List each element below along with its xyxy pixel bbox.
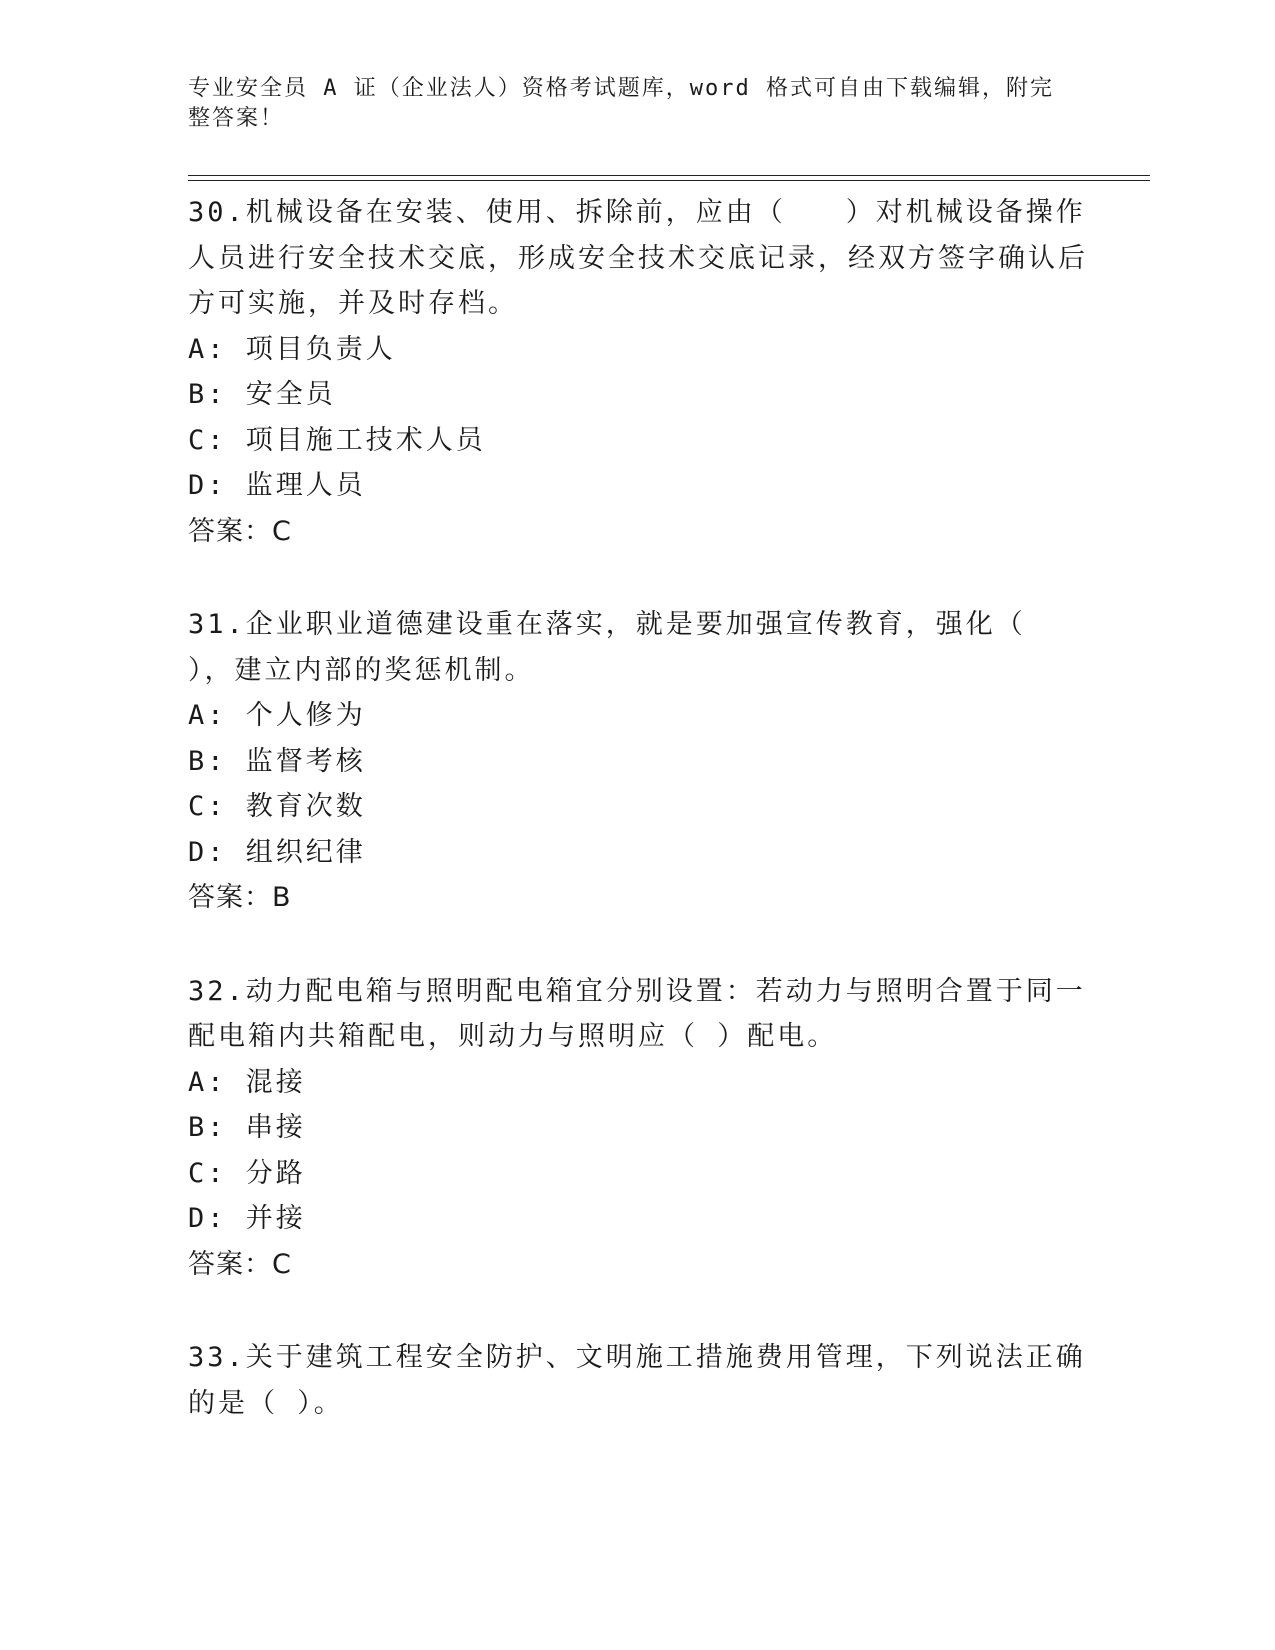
question-33 (188, 1335, 1088, 1426)
option-a: A: 混接 (188, 1066, 306, 1098)
header-divider-bottom (188, 180, 1150, 181)
question-stem: 32.动力配电箱与照明配电箱宜分别设置：若动力与照明合置于同一配电箱内共箱配电，则动力与照明应（ ）配电。 (188, 975, 1086, 1052)
option-d: D: 组织纪律 (188, 836, 366, 868)
option-b: B: 监督考核 (188, 745, 366, 777)
question-list (188, 190, 1088, 1474)
option-a: A: 个人修为 (188, 700, 366, 731)
option-b: B: 串接 (188, 1112, 306, 1143)
question-32 (188, 969, 1088, 1288)
question-30 (188, 190, 1088, 554)
question-stem: 31.企业职业道德建设重在落实，就是要加强宣传教育，强化（ ），建立内部的奖惩机制。 (188, 609, 1026, 686)
answer-line: 答案：B (188, 882, 292, 913)
option-c: C: 教育次数 (188, 791, 366, 822)
question-stem: 33.关于建筑工程安全防护、文明施工措施费用管理，下列说法正确的是（ ）。 (188, 1342, 1086, 1419)
answer-line: 答案：C (188, 1248, 292, 1280)
question-stem: 30.机械设备在安装、使用、拆除前，应由（ ）对机械设备操作人员进行安全技术交底，形成安全技术交底记录，经双方签字确认后方可实施，并及时存档。 (188, 197, 1088, 319)
option-b: B: 安全员 (188, 379, 336, 410)
option-d: D: 并接 (188, 1203, 306, 1234)
option-c: C: 项目施工技术人员 (188, 424, 486, 456)
option-a: A: 项目负责人 (188, 333, 396, 365)
question-31 (188, 602, 1088, 921)
document-header-intro: 专业安全员 A 证（企业法人）资格考试题库，word 格式可自由下载编辑，附完整答案！ (188, 76, 1054, 131)
option-d: D: 监理人员 (188, 470, 366, 501)
header-divider-top (188, 175, 1150, 176)
answer-line: 答案：C (188, 515, 292, 547)
option-c: C: 分路 (188, 1157, 306, 1189)
